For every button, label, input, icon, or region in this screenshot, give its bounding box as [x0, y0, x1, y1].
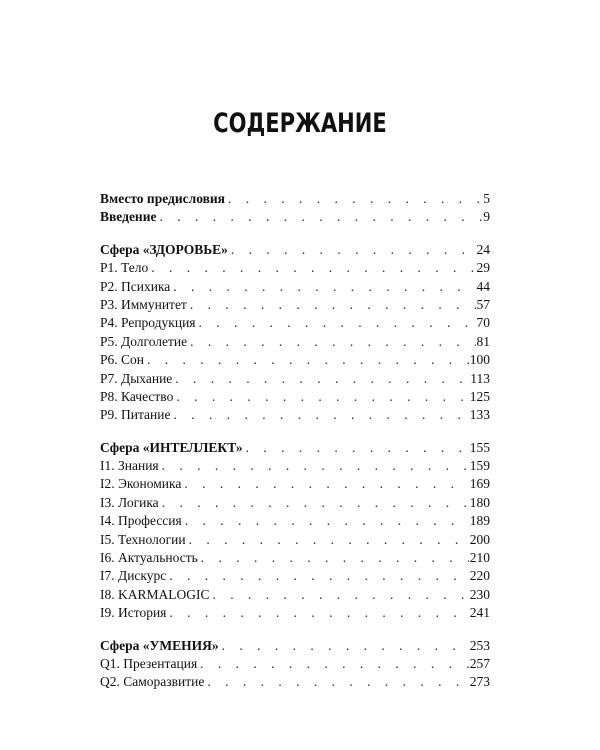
dot-leader: [162, 457, 469, 475]
toc-entry-label: Введение: [100, 209, 157, 225]
toc-page-number: 57: [476, 296, 490, 312]
toc-entry-label: P8. Качество: [100, 388, 174, 404]
toc-entry[interactable]: [100, 278, 490, 296]
toc-section: [100, 637, 490, 692]
dot-leader: [189, 531, 469, 549]
dot-leader: [207, 673, 468, 691]
toc-heading-entry[interactable]: [100, 190, 490, 208]
toc-entry[interactable]: [100, 457, 490, 475]
toc-section: [100, 241, 490, 425]
toc-entry-label: Сфера «УМЕНИЯ»: [100, 637, 219, 653]
dot-leader: [228, 190, 482, 208]
toc-entry[interactable]: [100, 567, 490, 585]
dot-leader: [173, 278, 475, 296]
toc-entry[interactable]: [100, 494, 490, 512]
toc-page-number: 100: [469, 352, 490, 368]
toc-page-number: 200: [469, 531, 490, 547]
dot-leader: [190, 333, 475, 351]
toc-entry-label: P4. Репродукция: [100, 315, 196, 331]
toc-entry-label: Q1. Презентация: [100, 655, 198, 671]
toc-entry[interactable]: [100, 475, 490, 493]
toc-entry-label: I3. Логика: [100, 494, 159, 510]
dot-leader: [151, 259, 475, 277]
dot-leader: [176, 388, 468, 406]
dot-leader: [199, 314, 476, 332]
toc-entry-label: I4. Профессия: [100, 513, 182, 529]
toc-section: [100, 190, 490, 227]
dot-leader: [222, 637, 469, 655]
toc-page-number: 5: [483, 191, 490, 206]
toc-entry-label: P7. Дыхание: [100, 370, 173, 386]
dot-leader: [162, 494, 469, 512]
toc-entry-label: P5. Долголетие: [100, 333, 188, 349]
toc-entry-label: I9. История: [100, 605, 167, 621]
toc-entry[interactable]: [100, 333, 490, 351]
dot-leader: [201, 549, 469, 567]
dot-leader: [200, 655, 469, 673]
dot-leader: [231, 241, 476, 259]
dot-leader: [213, 586, 469, 604]
toc-section: [100, 439, 490, 623]
toc-entry-label: I7. Дискурс: [100, 568, 167, 584]
toc-heading-entry[interactable]: [100, 241, 490, 259]
toc-page-number: 169: [469, 476, 490, 492]
toc-entry-label: I1. Знания: [100, 458, 159, 474]
toc-entry[interactable]: [100, 370, 490, 388]
dot-leader: [169, 604, 468, 622]
toc-entry[interactable]: [100, 296, 490, 314]
toc-entry-label: P1. Тело: [100, 260, 149, 276]
table-of-contents: [100, 190, 490, 692]
toc-entry[interactable]: [100, 531, 490, 549]
toc-entry-label: Сфера «ЗДОРОВЬЕ»: [100, 241, 228, 257]
toc-entry-label: I6. Актуальность: [100, 550, 198, 566]
toc-page-number: 210: [469, 550, 490, 566]
dot-leader: [169, 567, 468, 585]
toc-entry[interactable]: [100, 406, 490, 424]
toc-page-number: 241: [469, 605, 490, 621]
toc-entry[interactable]: [100, 549, 490, 567]
toc-entry[interactable]: [100, 314, 490, 332]
toc-entry[interactable]: [100, 512, 490, 530]
toc-page-number: 253: [469, 637, 490, 653]
toc-page-number: 180: [469, 494, 490, 510]
dot-leader: [159, 208, 482, 226]
toc-page-number: 155: [469, 439, 490, 455]
toc-page-number: 230: [469, 586, 490, 602]
toc-entry-label: P9. Питание: [100, 407, 171, 423]
toc-page-number: 220: [469, 568, 490, 584]
toc-entry-label: I2. Экономика: [100, 476, 182, 492]
toc-page-number: 159: [469, 458, 490, 474]
dot-leader: [246, 439, 469, 457]
dot-leader: [147, 351, 469, 369]
page-title: СОДЕРЖАНИЕ: [213, 108, 387, 139]
dot-leader: [175, 370, 469, 388]
toc-entry-label: P6. Сон: [100, 352, 144, 368]
dot-leader: [185, 512, 469, 530]
toc-entry[interactable]: [100, 351, 490, 369]
toc-entry[interactable]: [100, 586, 490, 604]
toc-page-number: 113: [470, 370, 490, 386]
toc-page-number: 257: [469, 655, 490, 671]
toc-page-number: 9: [483, 209, 490, 225]
toc-entry-label: P3. Иммунитет: [100, 296, 187, 312]
toc-entry[interactable]: [100, 388, 490, 406]
toc-heading-entry[interactable]: [100, 637, 490, 655]
toc-entry-label: Сфера «ИНТЕЛЛЕКТ»: [100, 439, 243, 455]
toc-entry-label: Вместо предисловия: [100, 191, 225, 206]
toc-entry-label: P2. Психика: [100, 278, 171, 294]
toc-heading-entry[interactable]: [100, 208, 490, 226]
toc-entry-label: I5. Технологии: [100, 531, 186, 547]
toc-entry[interactable]: [100, 259, 490, 277]
toc-entry-label: I8. KARMALOGIC: [100, 586, 210, 602]
dot-leader: [173, 406, 468, 424]
toc-entry[interactable]: [100, 655, 490, 673]
toc-page-number: 125: [469, 388, 490, 404]
toc-heading-entry[interactable]: [100, 439, 490, 457]
toc-page-number: 81: [476, 333, 490, 349]
toc-page-number: 24: [476, 241, 490, 257]
toc-page-number: 70: [476, 315, 490, 331]
toc-page-number: 44: [476, 278, 490, 294]
dot-leader: [184, 475, 468, 493]
toc-page-number: 189: [469, 513, 490, 529]
toc-page-number: 133: [469, 407, 490, 423]
toc-entry-label: Q2. Саморазвитие: [100, 674, 205, 690]
dot-leader: [190, 296, 476, 314]
toc-entry[interactable]: [100, 604, 490, 622]
toc-entry[interactable]: [100, 673, 490, 691]
toc-page-number: 29: [476, 260, 490, 276]
toc-page-number: 273: [469, 674, 490, 690]
